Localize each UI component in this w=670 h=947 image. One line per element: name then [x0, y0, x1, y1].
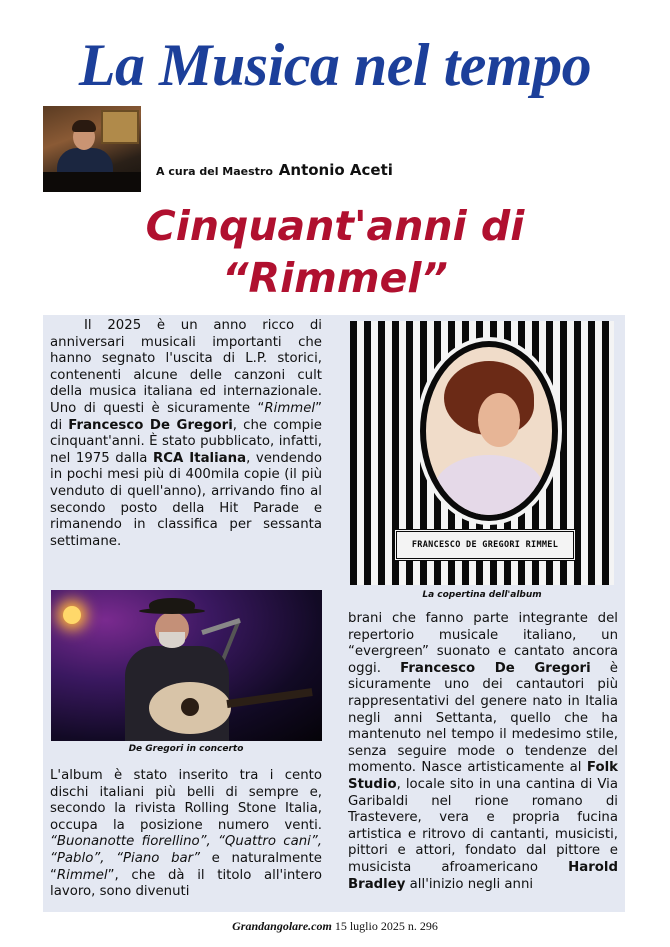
- footer-site: Grandangolare.com: [232, 919, 332, 933]
- text-run: Rimmel: [264, 400, 316, 416]
- text-run: L'album è stato inserito tra i cento dischi italiani più belli di sempre e, secondo la rivista Rolling Stone Italia, occupa la posizione numero venti.: [50, 768, 322, 833]
- album-caption: La copertina dell'album: [422, 590, 542, 600]
- text-run: , locale sito in una cantina di Via Garibaldi nel rione romano di Trastevere, vera e propria fucina artistica e ritrovo di cantanti, musicisti, pittori e attori, fondato dal pittore e musicista afroamericano: [348, 776, 618, 875]
- text-run: e naturalmente “: [50, 850, 322, 883]
- footer: [0, 919, 670, 934]
- article-paragraph-2: [50, 768, 322, 901]
- concert-photo: [51, 590, 322, 741]
- headline-line-1: Cinquant'anni di: [145, 202, 525, 250]
- article-paragraph-1: [50, 318, 322, 550]
- text-run: ”, che dà il titolo all'intero lavoro, sono divenuti: [50, 867, 322, 900]
- concert-caption: De Gregori in concerto: [128, 744, 244, 754]
- byline-prefix: A cura del Maestro: [156, 165, 273, 178]
- text-run: Folk Studio: [348, 760, 618, 792]
- text-run: Francesco De Gregori: [68, 417, 233, 433]
- text-run: , che compie cinquant'anni. È stato pubblicato, infatti, nel 1975 dalla: [50, 417, 322, 466]
- masthead-title: La Musica nel tempo: [78, 32, 592, 98]
- text-run: è sicuramente uno dei cantautori più rappresentativi del genere nato in Italia negli anni Settanta, quello che ha mantenuto nel tempo il medesimo stile, senza seguire mode o tendenze del momento. Nasce artisticamente al: [348, 660, 618, 776]
- article-paragraph-3: [348, 611, 618, 893]
- text-run: , vendendo in pochi mesi più di 400mila copie (il più venduto di quell'anno), arrivando fino al secondo posto della Hit Parade e rimanendo in classifica per sessanta settimane.: [50, 450, 322, 549]
- byline: [156, 161, 393, 179]
- text-run: brani che fanno parte integrante del repertorio musicale italiano, un “evergreen” suonato e cantato ancora oggi.: [348, 611, 618, 676]
- footer-issue: 15 luglio 2025 n. 296: [334, 919, 438, 933]
- text-run: all'inizio negli anni: [405, 876, 534, 892]
- text-run: Francesco De Gregori: [400, 660, 591, 676]
- text-run: Harold Bradley: [348, 859, 618, 892]
- byline-author: Antonio Aceti: [278, 161, 393, 179]
- text-run: “Buonanotte fiorellino”, “Quattro cani”, “Pablo”, “Piano bar”: [50, 834, 322, 866]
- headline-line-2: “Rimmel”: [222, 254, 448, 302]
- text-run: RCA Italiana: [153, 450, 247, 466]
- text-run: Rimmel: [56, 867, 108, 883]
- album-cover-title: FRANCESCO DE GREGORI RIMMEL: [394, 529, 576, 561]
- author-photo: [43, 106, 141, 192]
- article-headline: [0, 200, 670, 304]
- album-cover: [350, 321, 614, 585]
- text-run: Il 2025 è un anno ricco di anniversari musicali importanti che hanno segnato l'uscita di L.P. storici, contenenti alcune delle canzoni cult della musica italiana ed internazionale. Uno di questi è sicuramente “: [50, 318, 322, 416]
- text-run: ” di: [50, 400, 322, 433]
